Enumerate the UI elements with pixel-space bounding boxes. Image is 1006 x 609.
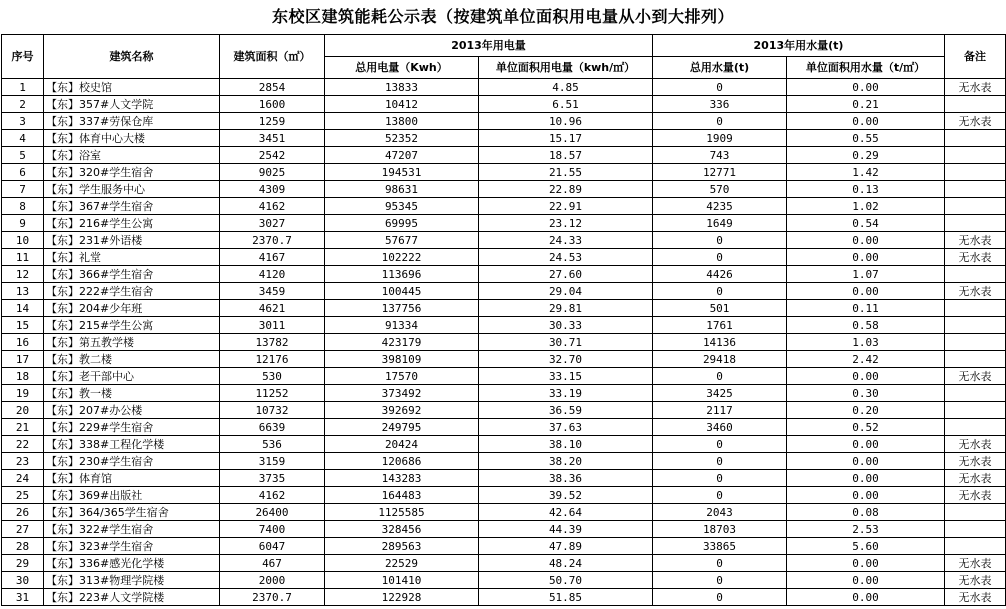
cell-area: 3011	[220, 317, 325, 334]
cell-note	[945, 504, 1006, 521]
table-row	[2, 215, 1006, 232]
cell-water-total: 336	[653, 96, 787, 113]
cell-elec-total: 98631	[325, 181, 479, 198]
cell-seq: 5	[2, 147, 44, 164]
cell-water-unit: 0.58	[787, 317, 945, 334]
cell-seq: 11	[2, 249, 44, 266]
cell-area: 3027	[220, 215, 325, 232]
cell-seq: 8	[2, 198, 44, 215]
header-name: 建筑名称	[44, 35, 220, 79]
cell-building-name: 【东】369#出版社	[44, 487, 220, 504]
cell-elec-total: 95345	[325, 198, 479, 215]
cell-water-unit: 2.53	[787, 521, 945, 538]
cell-water-total: 2117	[653, 402, 787, 419]
cell-water-unit: 0.00	[787, 249, 945, 266]
cell-water-unit: 0.00	[787, 283, 945, 300]
cell-area: 4162	[220, 487, 325, 504]
cell-area: 2000	[220, 572, 325, 589]
cell-building-name: 【东】230#学生宿舍	[44, 453, 220, 470]
cell-water-unit: 0.29	[787, 147, 945, 164]
cell-note: 无水表	[945, 232, 1006, 249]
cell-note	[945, 385, 1006, 402]
cell-water-total: 0	[653, 453, 787, 470]
cell-elec-unit: 44.39	[479, 521, 653, 538]
cell-elec-unit: 23.12	[479, 215, 653, 232]
cell-building-name: 【东】367#学生宿舍	[44, 198, 220, 215]
cell-water-unit: 1.42	[787, 164, 945, 181]
cell-building-name: 【东】337#劳保仓库	[44, 113, 220, 130]
cell-elec-unit: 24.53	[479, 249, 653, 266]
cell-elec-total: 91334	[325, 317, 479, 334]
header-area: 建筑面积（㎡）	[220, 35, 325, 79]
cell-building-name: 【东】学生服务中心	[44, 181, 220, 198]
cell-water-unit: 2.42	[787, 351, 945, 368]
cell-building-name: 【东】223#人文学院楼	[44, 589, 220, 606]
cell-note: 无水表	[945, 572, 1006, 589]
cell-area: 7400	[220, 521, 325, 538]
cell-area: 1259	[220, 113, 325, 130]
cell-seq: 23	[2, 453, 44, 470]
cell-seq: 30	[2, 572, 44, 589]
cell-elec-total: 102222	[325, 249, 479, 266]
cell-note	[945, 402, 1006, 419]
table-row	[2, 334, 1006, 351]
cell-building-name: 【东】231#外语楼	[44, 232, 220, 249]
cell-elec-unit: 38.36	[479, 470, 653, 487]
cell-note: 无水表	[945, 249, 1006, 266]
cell-building-name: 【东】338#工程化学楼	[44, 436, 220, 453]
cell-water-unit: 0.00	[787, 487, 945, 504]
cell-elec-total: 69995	[325, 215, 479, 232]
cell-water-total: 0	[653, 113, 787, 130]
cell-water-total: 0	[653, 487, 787, 504]
cell-building-name: 【东】336#感光化学楼	[44, 555, 220, 572]
energy-table	[1, 34, 1006, 606]
cell-area: 2370.7	[220, 589, 325, 606]
table-row	[2, 249, 1006, 266]
cell-area: 9025	[220, 164, 325, 181]
cell-note	[945, 317, 1006, 334]
cell-elec-total: 194531	[325, 164, 479, 181]
cell-elec-unit: 22.89	[479, 181, 653, 198]
header-elec-group: 2013年用电量	[325, 35, 653, 57]
table-row	[2, 589, 1006, 606]
cell-note	[945, 266, 1006, 283]
cell-area: 4621	[220, 300, 325, 317]
cell-elec-unit: 22.91	[479, 198, 653, 215]
cell-building-name: 【东】体育馆	[44, 470, 220, 487]
cell-water-unit: 0.52	[787, 419, 945, 436]
cell-building-name: 【东】教二楼	[44, 351, 220, 368]
cell-water-unit: 1.07	[787, 266, 945, 283]
cell-note	[945, 538, 1006, 555]
cell-water-unit: 0.00	[787, 572, 945, 589]
cell-water-total: 570	[653, 181, 787, 198]
cell-building-name: 【东】教一楼	[44, 385, 220, 402]
cell-elec-unit: 38.10	[479, 436, 653, 453]
table-row	[2, 453, 1006, 470]
cell-water-unit: 0.13	[787, 181, 945, 198]
cell-elec-total: 22529	[325, 555, 479, 572]
cell-elec-total: 164483	[325, 487, 479, 504]
cell-building-name: 【东】体育中心大楼	[44, 130, 220, 147]
cell-seq: 16	[2, 334, 44, 351]
cell-area: 1600	[220, 96, 325, 113]
cell-water-unit: 0.20	[787, 402, 945, 419]
cell-elec-unit: 18.57	[479, 147, 653, 164]
page-title: 东校区建筑能耗公示表（按建筑单位面积用电量从小到大排列）	[271, 7, 734, 26]
cell-elec-unit: 6.51	[479, 96, 653, 113]
cell-note	[945, 96, 1006, 113]
cell-water-total: 33865	[653, 538, 787, 555]
cell-building-name: 【东】322#学生宿舍	[44, 521, 220, 538]
cell-note: 无水表	[945, 453, 1006, 470]
cell-seq: 21	[2, 419, 44, 436]
cell-building-name: 【东】204#少年班	[44, 300, 220, 317]
cell-area: 2854	[220, 79, 325, 96]
cell-elec-total: 289563	[325, 538, 479, 555]
cell-note	[945, 521, 1006, 538]
cell-water-unit: 0.30	[787, 385, 945, 402]
cell-elec-total: 143283	[325, 470, 479, 487]
cell-note: 无水表	[945, 487, 1006, 504]
table-row	[2, 232, 1006, 249]
cell-seq: 20	[2, 402, 44, 419]
cell-area: 467	[220, 555, 325, 572]
cell-seq: 4	[2, 130, 44, 147]
cell-water-unit: 0.11	[787, 300, 945, 317]
cell-note: 无水表	[945, 79, 1006, 96]
cell-note	[945, 351, 1006, 368]
cell-seq: 29	[2, 555, 44, 572]
cell-water-total: 2043	[653, 504, 787, 521]
cell-elec-unit: 47.89	[479, 538, 653, 555]
table-row	[2, 198, 1006, 215]
table-row	[2, 436, 1006, 453]
cell-elec-total: 423179	[325, 334, 479, 351]
cell-elec-total: 13833	[325, 79, 479, 96]
header-note: 备注	[945, 35, 1006, 79]
table-row	[2, 538, 1006, 555]
cell-note	[945, 130, 1006, 147]
cell-seq: 19	[2, 385, 44, 402]
cell-elec-total: 398109	[325, 351, 479, 368]
cell-note	[945, 164, 1006, 181]
cell-building-name: 【东】礼堂	[44, 249, 220, 266]
cell-note: 无水表	[945, 589, 1006, 606]
cell-elec-unit: 4.85	[479, 79, 653, 96]
cell-water-total: 4235	[653, 198, 787, 215]
cell-elec-unit: 27.60	[479, 266, 653, 283]
cell-water-total: 0	[653, 232, 787, 249]
cell-seq: 27	[2, 521, 44, 538]
cell-elec-unit: 10.96	[479, 113, 653, 130]
cell-seq: 14	[2, 300, 44, 317]
cell-water-unit: 1.02	[787, 198, 945, 215]
header-water-unit: 单位面积用水量（t/㎡）	[787, 57, 945, 79]
cell-seq: 6	[2, 164, 44, 181]
header-seq: 序号	[2, 35, 44, 79]
cell-elec-unit: 15.17	[479, 130, 653, 147]
cell-elec-unit: 30.71	[479, 334, 653, 351]
cell-note	[945, 181, 1006, 198]
table-row	[2, 147, 1006, 164]
cell-building-name: 【东】366#学生宿舍	[44, 266, 220, 283]
cell-area: 13782	[220, 334, 325, 351]
cell-area: 4309	[220, 181, 325, 198]
cell-water-unit: 0.00	[787, 79, 945, 96]
cell-elec-total: 249795	[325, 419, 479, 436]
cell-building-name: 【东】浴室	[44, 147, 220, 164]
cell-seq: 12	[2, 266, 44, 283]
cell-seq: 1	[2, 79, 44, 96]
cell-building-name: 【东】222#学生宿舍	[44, 283, 220, 300]
cell-area: 26400	[220, 504, 325, 521]
cell-elec-unit: 42.64	[479, 504, 653, 521]
cell-water-unit: 0.00	[787, 232, 945, 249]
cell-elec-total: 120686	[325, 453, 479, 470]
cell-area: 3451	[220, 130, 325, 147]
cell-note	[945, 300, 1006, 317]
cell-elec-unit: 36.59	[479, 402, 653, 419]
cell-water-total: 501	[653, 300, 787, 317]
cell-seq: 17	[2, 351, 44, 368]
table-row	[2, 555, 1006, 572]
cell-note: 无水表	[945, 555, 1006, 572]
cell-elec-unit: 37.63	[479, 419, 653, 436]
cell-area: 11252	[220, 385, 325, 402]
table-row	[2, 113, 1006, 130]
cell-water-total: 1761	[653, 317, 787, 334]
cell-seq: 9	[2, 215, 44, 232]
table-row	[2, 181, 1006, 198]
cell-elec-unit: 29.81	[479, 300, 653, 317]
cell-elec-total: 113696	[325, 266, 479, 283]
cell-water-total: 0	[653, 79, 787, 96]
cell-water-total: 743	[653, 147, 787, 164]
cell-building-name: 【东】364/365学生宿舍	[44, 504, 220, 521]
cell-elec-total: 47207	[325, 147, 479, 164]
cell-elec-total: 20424	[325, 436, 479, 453]
cell-water-unit: 0.00	[787, 555, 945, 572]
cell-seq: 15	[2, 317, 44, 334]
cell-seq: 31	[2, 589, 44, 606]
cell-water-unit: 0.00	[787, 589, 945, 606]
cell-seq: 3	[2, 113, 44, 130]
table-row	[2, 96, 1006, 113]
cell-elec-total: 137756	[325, 300, 479, 317]
cell-seq: 13	[2, 283, 44, 300]
cell-building-name: 【东】229#学生宿舍	[44, 419, 220, 436]
cell-seq: 25	[2, 487, 44, 504]
cell-area: 3735	[220, 470, 325, 487]
cell-water-total: 1649	[653, 215, 787, 232]
table-row	[2, 283, 1006, 300]
table-row	[2, 487, 1006, 504]
table-row	[2, 521, 1006, 538]
cell-elec-total: 17570	[325, 368, 479, 385]
table-row	[2, 317, 1006, 334]
cell-elec-total: 100445	[325, 283, 479, 300]
cell-elec-total: 122928	[325, 589, 479, 606]
cell-building-name: 【东】323#学生宿舍	[44, 538, 220, 555]
cell-elec-unit: 33.15	[479, 368, 653, 385]
cell-water-unit: 0.00	[787, 453, 945, 470]
cell-note	[945, 198, 1006, 215]
cell-note: 无水表	[945, 368, 1006, 385]
cell-elec-unit: 38.20	[479, 453, 653, 470]
cell-water-total: 0	[653, 589, 787, 606]
cell-area: 6639	[220, 419, 325, 436]
table-row	[2, 79, 1006, 96]
cell-note	[945, 215, 1006, 232]
cell-seq: 24	[2, 470, 44, 487]
cell-building-name: 【东】215#学生公寓	[44, 317, 220, 334]
cell-elec-unit: 39.52	[479, 487, 653, 504]
cell-area: 2542	[220, 147, 325, 164]
cell-water-total: 0	[653, 436, 787, 453]
cell-seq: 22	[2, 436, 44, 453]
cell-elec-total: 392692	[325, 402, 479, 419]
cell-elec-total: 328456	[325, 521, 479, 538]
cell-water-unit: 1.03	[787, 334, 945, 351]
cell-building-name: 【东】313#物理学院楼	[44, 572, 220, 589]
cell-area: 3159	[220, 453, 325, 470]
cell-seq: 2	[2, 96, 44, 113]
cell-elec-unit: 33.19	[479, 385, 653, 402]
cell-area: 4167	[220, 249, 325, 266]
cell-elec-unit: 50.70	[479, 572, 653, 589]
cell-area: 10732	[220, 402, 325, 419]
cell-note: 无水表	[945, 283, 1006, 300]
table-row	[2, 351, 1006, 368]
cell-elec-unit: 24.33	[479, 232, 653, 249]
cell-water-total: 29418	[653, 351, 787, 368]
cell-water-unit: 0.00	[787, 368, 945, 385]
cell-elec-unit: 21.55	[479, 164, 653, 181]
cell-elec-unit: 29.04	[479, 283, 653, 300]
cell-seq: 7	[2, 181, 44, 198]
cell-elec-total: 57677	[325, 232, 479, 249]
header-water-total: 总用水量(t)	[653, 57, 787, 79]
cell-water-unit: 0.21	[787, 96, 945, 113]
cell-elec-total: 10412	[325, 96, 479, 113]
cell-water-total: 0	[653, 249, 787, 266]
table-row	[2, 130, 1006, 147]
cell-elec-unit: 48.24	[479, 555, 653, 572]
cell-water-total: 0	[653, 283, 787, 300]
cell-elec-unit: 51.85	[479, 589, 653, 606]
header-water-group: 2013年用水量(t)	[653, 35, 945, 57]
table-row	[2, 266, 1006, 283]
cell-building-name: 【东】357#人文学院	[44, 96, 220, 113]
cell-elec-total: 373492	[325, 385, 479, 402]
cell-water-unit: 0.08	[787, 504, 945, 521]
table-row	[2, 385, 1006, 402]
cell-elec-total: 13800	[325, 113, 479, 130]
cell-seq: 28	[2, 538, 44, 555]
cell-note	[945, 334, 1006, 351]
cell-water-total: 0	[653, 470, 787, 487]
cell-building-name: 【东】207#办公楼	[44, 402, 220, 419]
cell-area: 4120	[220, 266, 325, 283]
cell-water-unit: 0.55	[787, 130, 945, 147]
cell-area: 536	[220, 436, 325, 453]
cell-seq: 26	[2, 504, 44, 521]
cell-elec-total: 52352	[325, 130, 479, 147]
cell-water-total: 0	[653, 368, 787, 385]
cell-elec-total: 1125585	[325, 504, 479, 521]
cell-water-total: 12771	[653, 164, 787, 181]
cell-water-unit: 0.00	[787, 470, 945, 487]
table-row	[2, 470, 1006, 487]
cell-building-name: 【东】校史馆	[44, 79, 220, 96]
cell-water-total: 1909	[653, 130, 787, 147]
cell-water-unit: 0.00	[787, 436, 945, 453]
cell-area: 2370.7	[220, 232, 325, 249]
cell-area: 3459	[220, 283, 325, 300]
cell-water-total: 0	[653, 555, 787, 572]
cell-area: 6047	[220, 538, 325, 555]
cell-area: 4162	[220, 198, 325, 215]
table-row	[2, 504, 1006, 521]
table-row	[2, 419, 1006, 436]
cell-water-unit: 0.00	[787, 113, 945, 130]
table-row	[2, 164, 1006, 181]
table-row	[2, 300, 1006, 317]
cell-building-name: 【东】老干部中心	[44, 368, 220, 385]
cell-water-unit: 5.60	[787, 538, 945, 555]
cell-water-total: 0	[653, 572, 787, 589]
cell-water-total: 14136	[653, 334, 787, 351]
cell-note	[945, 147, 1006, 164]
cell-note: 无水表	[945, 436, 1006, 453]
cell-area: 12176	[220, 351, 325, 368]
cell-note: 无水表	[945, 113, 1006, 130]
table-row	[2, 402, 1006, 419]
header-elec-total: 总用电量（Kwh）	[325, 57, 479, 79]
cell-elec-unit: 30.33	[479, 317, 653, 334]
cell-seq: 10	[2, 232, 44, 249]
cell-water-total: 4426	[653, 266, 787, 283]
cell-water-total: 3425	[653, 385, 787, 402]
cell-area: 530	[220, 368, 325, 385]
table-row	[2, 572, 1006, 589]
cell-building-name: 【东】216#学生公寓	[44, 215, 220, 232]
cell-water-unit: 0.54	[787, 215, 945, 232]
table-row	[2, 368, 1006, 385]
cell-seq: 18	[2, 368, 44, 385]
cell-building-name: 【东】第五教学楼	[44, 334, 220, 351]
cell-elec-unit: 32.70	[479, 351, 653, 368]
cell-note	[945, 419, 1006, 436]
header-elec-unit: 单位面积用电量（kwh/㎡）	[479, 57, 653, 79]
cell-water-total: 3460	[653, 419, 787, 436]
cell-note: 无水表	[945, 470, 1006, 487]
cell-water-total: 18703	[653, 521, 787, 538]
cell-building-name: 【东】320#学生宿舍	[44, 164, 220, 181]
cell-elec-total: 101410	[325, 572, 479, 589]
